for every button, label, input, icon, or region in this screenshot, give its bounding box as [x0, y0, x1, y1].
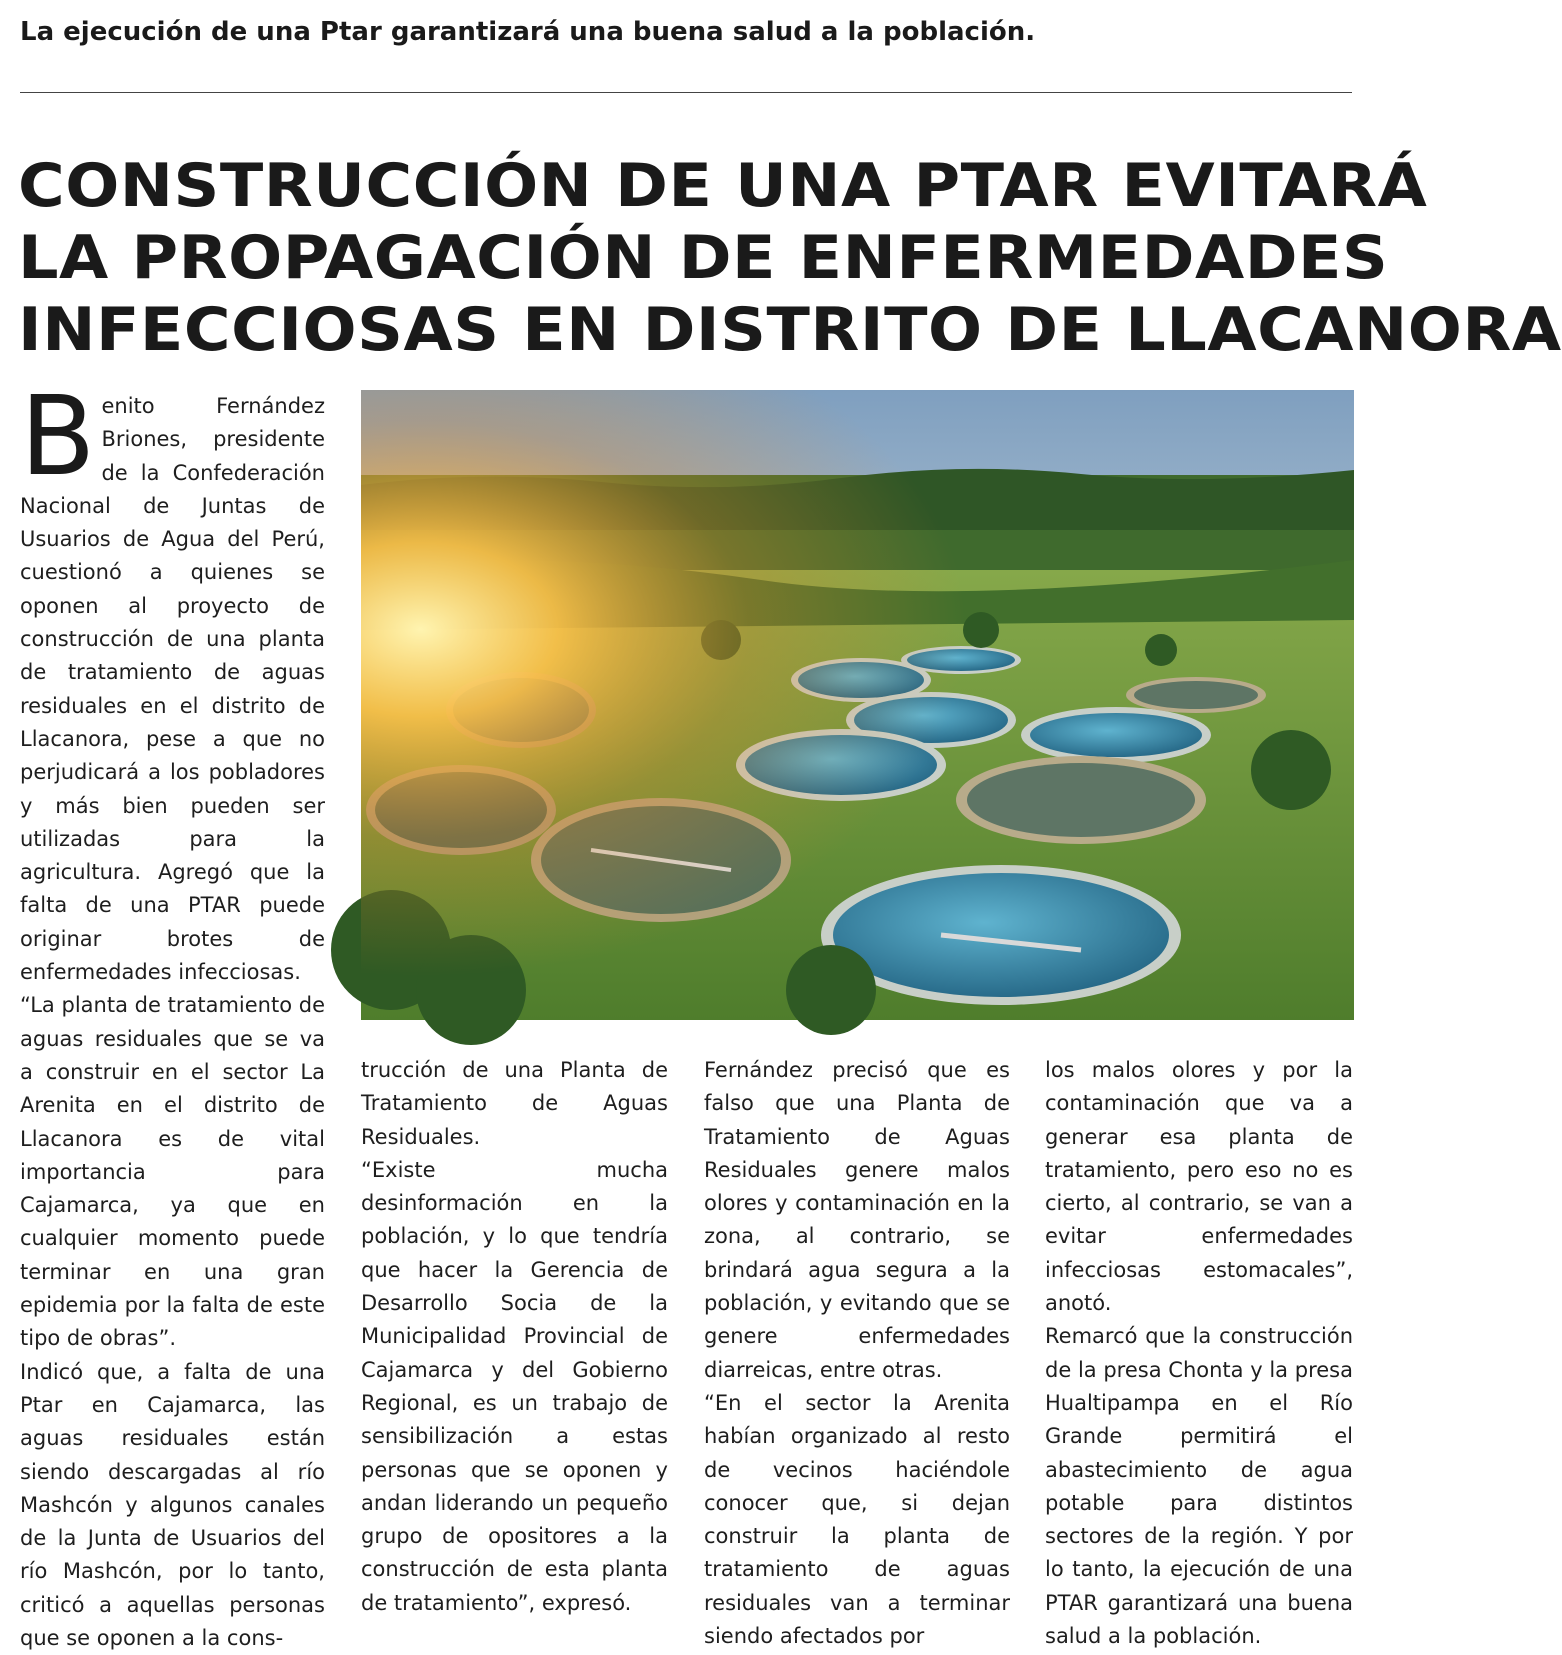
article-column-4 [1045, 1054, 1353, 1653]
treatment-plant-image [361, 390, 1354, 1020]
headline-line-1: CONSTRUCCIÓN DE UNA PTAR EVITARÁ [18, 151, 1428, 221]
divider-rule [20, 92, 1352, 93]
paragraph-text: enito Fernández Briones, presidente de la Confederación Nacional de Juntas de Usuarios de Agua del Perú, cuestionó a quienes se oponen al proyecto de construcción de una planta de tratamiento de aguas residuales en el distrito de Llacanora, pese a que no perjudicará a los pobladores y más bien pueden ser utilizadas para la agricultura. Agregó que la falta de una PTAR puede originar brotes de enfermedades infecciosas. [20, 394, 325, 985]
article-paragraph: “En el sector la Arenita habían organizado al resto de vecinos haciéndole conocer que, si dejan construir la planta de tratamiento de aguas residuales van a terminar siendo afectados por [704, 1390, 1010, 1649]
article-paragraph: “La planta de tratamiento de aguas residuales que se va a construir en el sector La Arenita en el distrito de Llacanora es de vital importancia para Cajamarca, ya que en cualquier momento puede terminar en una gran epidemia por la falta de este tipo de obras”. [20, 993, 325, 1351]
article-column-2 [361, 1054, 668, 1620]
article-paragraph: Indicó que, a falta de una Ptar en Cajamarca, las aguas residuales están siendo descargadas al río Mashcón y algunos canales de la Junta de Usuarios del río Mashcón, por lo tanto, criticó a aquellas personas que se oponen a la cons- [20, 1359, 325, 1650]
drop-cap: B [20, 372, 96, 500]
headline [18, 150, 1562, 366]
article-column-1 [20, 372, 325, 1655]
article-paragraph: Remarcó que la construcción de la presa Chonta y la presa Hualtipampa en el Río Grande permitirá el abastecimiento de agua potable para distintos sectores de la región. Y por lo tanto, la ejecución de una PTAR garantizará una buena salud a la población. [1045, 1324, 1353, 1649]
article-paragraph: “Existe mucha desinformación en la población, y lo que tendría que hacer la Gerencia de Desarrollo Socia de la Municipalidad Provincial de Cajamarca y del Gobierno Regional, es un trabajo de sensibilización a estas personas que se oponen y andan liderando un pequeño grupo de opositores a la construcción de esta planta de tratamiento”, expresó. [361, 1157, 668, 1615]
article-paragraph [20, 372, 325, 989]
headline-line-2: LA PROPAGACIÓN DE ENFERMEDADES [18, 223, 1389, 293]
article-photo [361, 390, 1354, 1020]
article-column-3 [704, 1054, 1010, 1653]
article-paragraph: trucción de una Planta de Tratamiento de Aguas Residuales. [361, 1058, 668, 1149]
article-paragraph: Fernández precisó que es falso que una Planta de Tratamiento de Aguas Residuales genere malos olores y contaminación en la zona, al contrario, se brindará agua segura a la población, y evitando que se genere enfermedades diarreicas, entre otras. [704, 1058, 1010, 1382]
kicker-text: La ejecución de una Ptar garantizará una buena salud a la población. [20, 17, 1036, 47]
headline-line-3: INFECCIOSAS EN DISTRITO DE LLACANORA [18, 295, 1562, 365]
article-paragraph: los malos olores y por la contaminación que va a generar esa planta de tratamiento, pero eso no es cierto, al contrario, se van a evitar enfermedades infecciosas estomacales”, anotó. [1045, 1058, 1353, 1316]
